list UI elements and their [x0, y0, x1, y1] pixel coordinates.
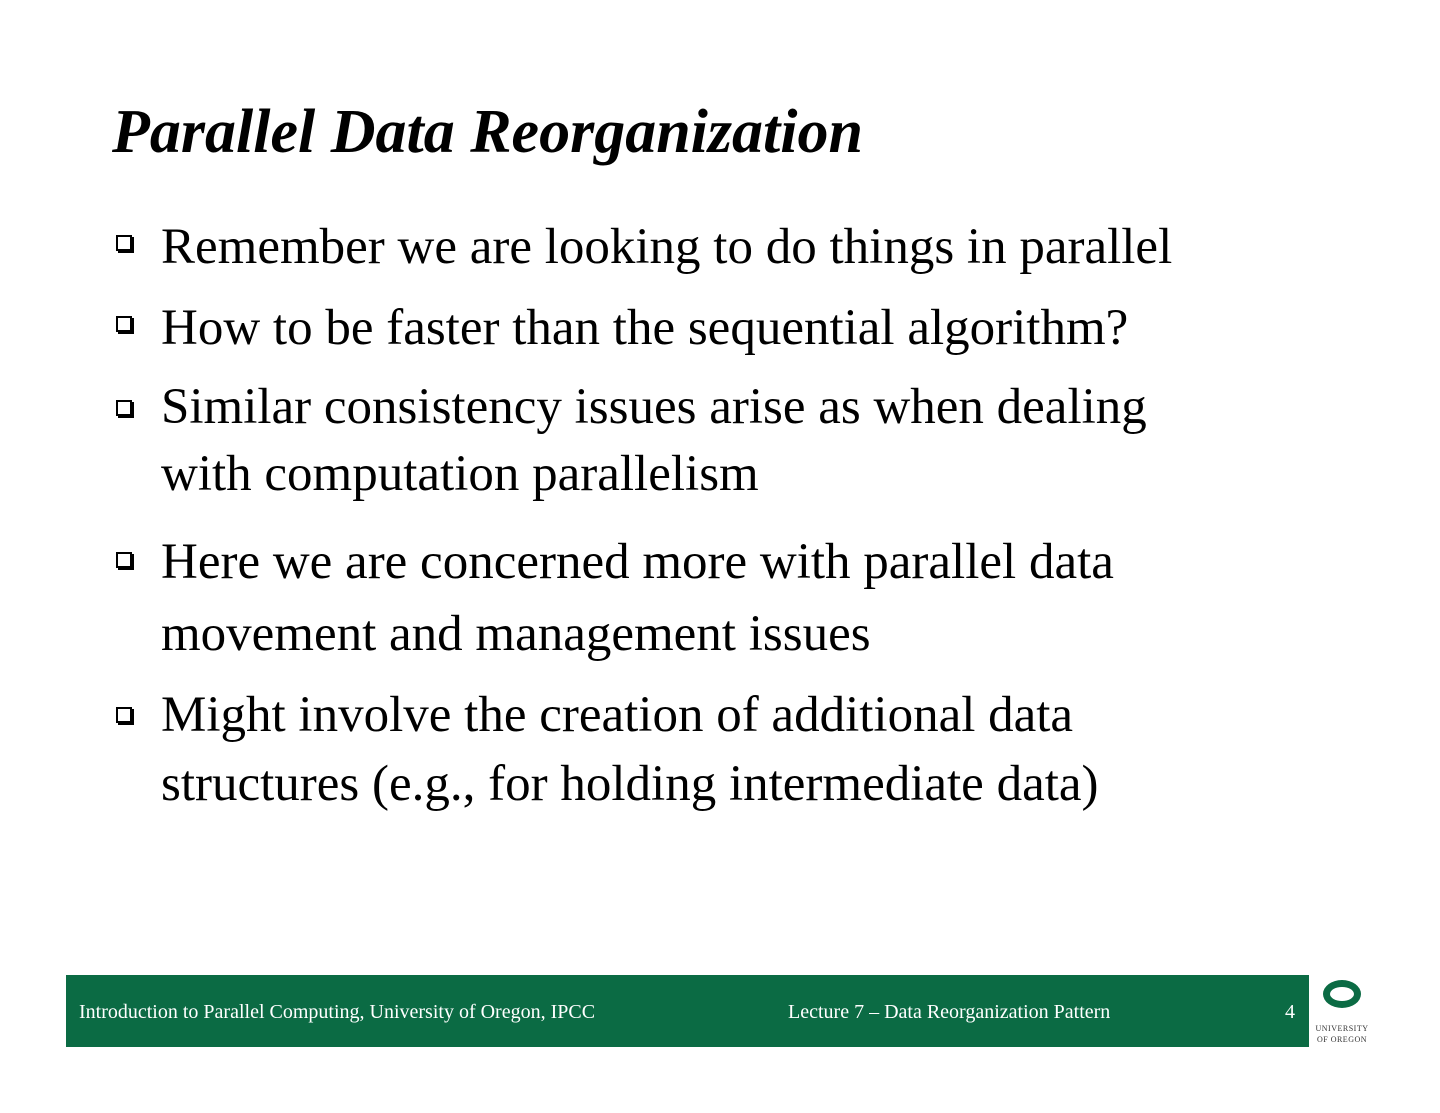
bullet-line: movement and management issues [161, 606, 871, 662]
hollow-square-bullet-icon [116, 316, 132, 332]
bullet-line: How to be faster than the sequential algorithm? [161, 300, 1129, 356]
bullet-line: Similar consistency issues arise as when dealing [161, 379, 1147, 435]
slide-title: Parallel Data Reorganization [112, 98, 863, 166]
bullet-line: Remember we are looking to do things in parallel [161, 219, 1173, 275]
bullet-text [161, 526, 1114, 670]
bullet-text [161, 681, 1099, 819]
university-of-oregon-logo [1312, 976, 1372, 1048]
hollow-square-bullet-icon [116, 707, 132, 723]
bullet-text [161, 374, 1147, 508]
bullet-line: with computation parallelism [161, 446, 759, 502]
logo-text-university: UNIVERSITY [1315, 1024, 1369, 1033]
bullet-line: Here we are concerned more with parallel data [161, 534, 1114, 590]
bullet-text [161, 290, 1128, 367]
hollow-square-bullet-icon [116, 552, 132, 568]
footer-lecture-title: Lecture 7 – Data Reorganization Pattern [788, 1001, 1111, 1023]
footer-bar [66, 975, 1309, 1047]
bullet-line: Might involve the creation of additional data [161, 687, 1074, 743]
hollow-square-bullet-icon [116, 235, 132, 251]
hollow-square-bullet-icon [116, 400, 132, 416]
bullet-text [161, 209, 1172, 286]
logo-text-of-oregon: OF OREGON [1316, 1035, 1368, 1044]
page-number: 4 [1285, 1001, 1295, 1023]
bullet-line: structures (e.g., for holding intermediate data) [161, 756, 1099, 812]
footer-course-title: Introduction to Parallel Computing, University of Oregon, IPCC [79, 1001, 596, 1023]
oregon-o-icon [1323, 980, 1361, 1008]
